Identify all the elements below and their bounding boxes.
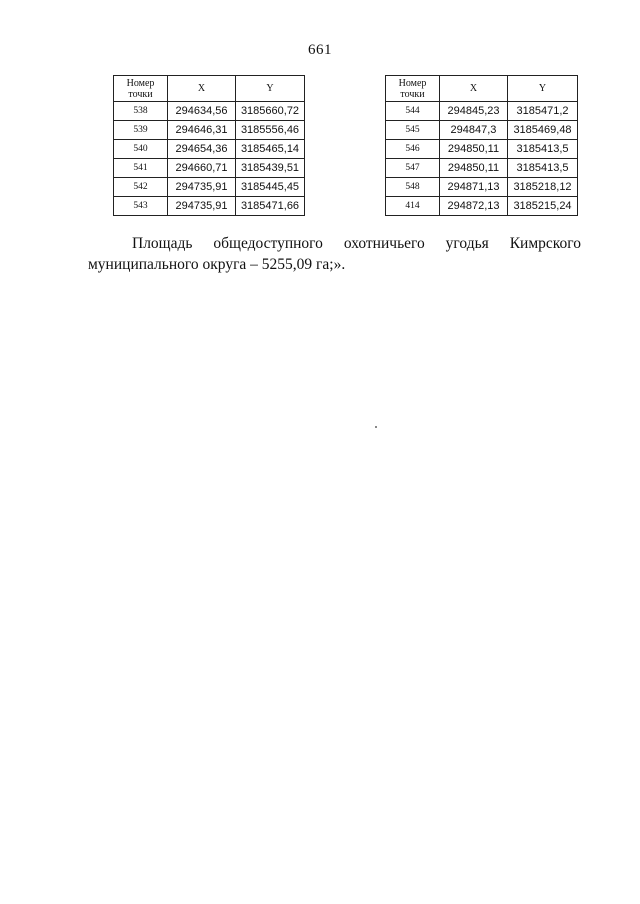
y-cell: 3185413,5	[508, 140, 578, 159]
point-number-cell: 539	[114, 121, 168, 140]
table-row	[386, 140, 578, 159]
header-point-number: Номер точки	[386, 76, 440, 102]
table-row	[386, 159, 578, 178]
y-cell: 3185439,51	[236, 159, 305, 178]
x-cell: 294871,13	[440, 178, 508, 197]
y-cell: 3185465,14	[236, 140, 305, 159]
header-y: Y	[508, 76, 578, 102]
x-cell: 294850,11	[440, 159, 508, 178]
y-cell: 3185556,46	[236, 121, 305, 140]
point-number-cell: 547	[386, 159, 440, 178]
x-cell: 294847,3	[440, 121, 508, 140]
x-cell: 294660,71	[168, 159, 236, 178]
table-row	[386, 178, 578, 197]
table-row	[114, 178, 305, 197]
area-paragraph	[88, 233, 581, 275]
point-number-cell: 548	[386, 178, 440, 197]
point-number-cell: 541	[114, 159, 168, 178]
y-cell: 3185471,66	[236, 197, 305, 216]
coordinates-table-left	[113, 75, 305, 216]
point-number-cell: 545	[386, 121, 440, 140]
x-cell: 294634,56	[168, 102, 236, 121]
x-cell: 294845,23	[440, 102, 508, 121]
point-number-cell: 542	[114, 178, 168, 197]
y-cell: 3185445,45	[236, 178, 305, 197]
point-number-cell: 540	[114, 140, 168, 159]
y-cell: 3185471,2	[508, 102, 578, 121]
table-row	[114, 121, 305, 140]
y-cell: 3185660,72	[236, 102, 305, 121]
y-cell: 3185215,24	[508, 197, 578, 216]
paragraph-line-1: Площадь общедоступного охотничьего угодья Кимрского	[132, 235, 581, 252]
y-cell: 3185413,5	[508, 159, 578, 178]
table-row	[386, 121, 578, 140]
table-row	[114, 102, 305, 121]
table-row	[114, 197, 305, 216]
table-row	[114, 159, 305, 178]
table-row	[386, 102, 578, 121]
table-header-row	[114, 76, 305, 102]
header-y: Y	[236, 76, 305, 102]
point-number-cell: 544	[386, 102, 440, 121]
y-cell: 3185469,48	[508, 121, 578, 140]
header-x: X	[168, 76, 236, 102]
table-row	[386, 197, 578, 216]
x-cell: 294735,91	[168, 178, 236, 197]
x-cell: 294735,91	[168, 197, 236, 216]
header-point-number: Номер точки	[114, 76, 168, 102]
table-header-row	[386, 76, 578, 102]
y-cell: 3185218,12	[508, 178, 578, 197]
point-number-cell: 543	[114, 197, 168, 216]
header-x: X	[440, 76, 508, 102]
scan-speck	[375, 426, 377, 428]
point-number-cell: 546	[386, 140, 440, 159]
x-cell: 294850,11	[440, 140, 508, 159]
table-row	[114, 140, 305, 159]
page-number: 661	[308, 42, 332, 58]
x-cell: 294654,36	[168, 140, 236, 159]
coordinates-table-right	[385, 75, 578, 216]
point-number-cell: 538	[114, 102, 168, 121]
x-cell: 294646,31	[168, 121, 236, 140]
point-number-cell: 414	[386, 197, 440, 216]
x-cell: 294872,13	[440, 197, 508, 216]
paragraph-line-2: муниципального округа – 5255,09 га;».	[88, 256, 346, 273]
